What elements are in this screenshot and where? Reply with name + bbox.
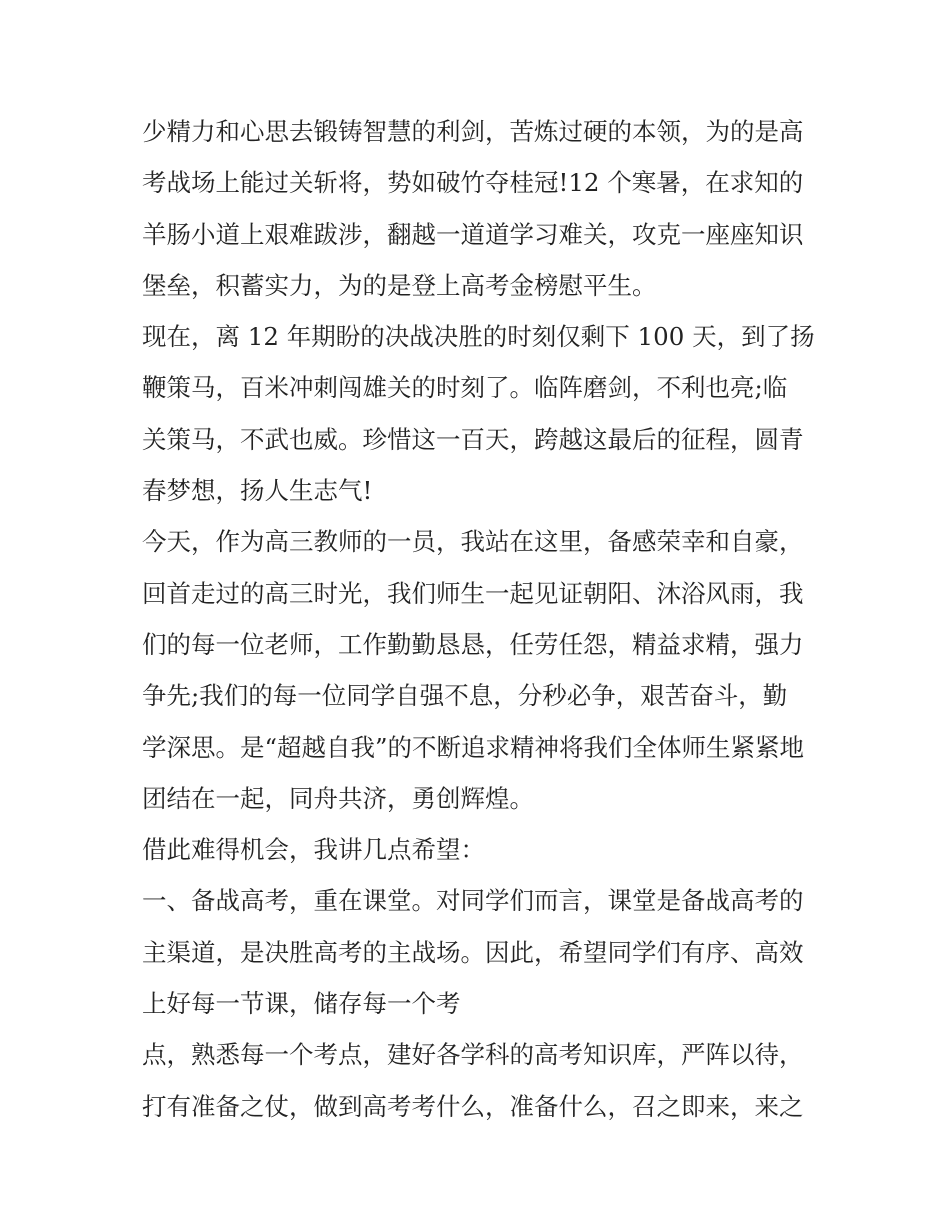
text-line: 点，熟悉每一个考点，建好各学科的高考知识库，严阵以待，: [142, 1040, 804, 1070]
text-line: 回首走过的高三时光，我们师生一起见证朝阳、沐浴风雨，我: [142, 578, 804, 608]
body-text: [142, 106, 822, 1132]
text-line: 主渠道，是决胜高考的主战场。因此，希望同学们有序、高效: [142, 937, 804, 967]
text-line: 羊肠小道上艰难跋涉，翻越一道道学习难关，攻克一座座知识: [142, 219, 804, 249]
text-line: 借此难得机会，我讲几点希望：: [142, 835, 485, 865]
text-line: 打有准备之仗，做到高考考什么，准备什么，召之即来，来之: [142, 1091, 804, 1121]
text-line: 学深思。是“超越自我”的不断追求精神将我们全体师生紧紧地: [142, 732, 805, 762]
text-line: 关策马，不武也威。珍惜这一百天，跨越这最后的征程，圆青: [142, 424, 804, 454]
text-line: 春梦想，扬人生志气!: [142, 476, 373, 506]
text-line: 们的每一位老师，工作勤勤恳恳，任劳任怨，精益求精，强力: [142, 629, 804, 659]
text-line: 一、备战高考，重在课堂。对同学们而言，课堂是备战高考的: [142, 886, 804, 916]
text-line: 争先;我们的每一位同学自强不息，分秒必争，艰苦奋斗，勤: [142, 681, 788, 711]
text-line: 考战场上能过关斩将，势如破竹夺桂冠!12 个寒暑，在求知的: [142, 168, 804, 198]
text-line: 今天，作为高三教师的一员，我站在这里，备感荣幸和自豪，: [142, 527, 804, 557]
text-line: 上好每一节课，储存每一个考: [142, 989, 461, 1019]
text-line: 堡垒，积蓄实力，为的是登上高考金榜慰平生。: [142, 270, 657, 300]
text-line: 团结在一起，同舟共济，勇创辉煌。: [142, 783, 534, 813]
text-line: 少精力和心思去锻铸智慧的利剑，苦炼过硬的本领，为的是高: [142, 117, 804, 146]
text-line: 鞭策马，百米冲刺闯雄关的时刻了。临阵磨剑，不利也亮;临: [142, 373, 788, 403]
text-line: 现在，离 12 年期盼的决战决胜的时刻仅剩下 100 天，到了扬: [142, 322, 815, 352]
